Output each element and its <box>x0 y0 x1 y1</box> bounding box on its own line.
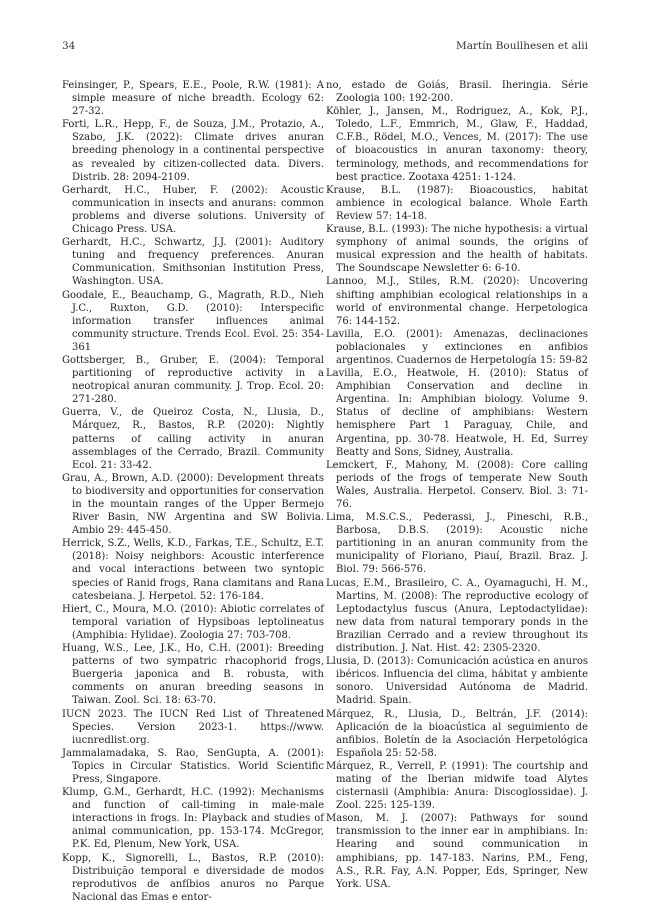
reference-entry: Lavilla, E.O. (2001): Amenazas, declinaciones poblacionales y extinciones en anfibios argentinos. Cuadernos de Herpetología 15: 59-82 <box>326 328 588 366</box>
reference-entry: Feinsinger, P., Spears, E.E., Poole, R.W. (1981): A simple measure of niche breadth. Ecology 62: 27-32. <box>62 80 324 118</box>
page-number: 34 <box>62 40 76 52</box>
reference-entry: Krause, B.L. (1993): The niche hypothesis: a virtual symphony of animal sounds, the origins of musical expression and the health of habitats. The Soundscape Newsletter 6: 6-10. <box>326 224 588 275</box>
reference-entry: Guerra, V., de Queiroz Costa, N., Llusia, D., Márquez, R., Bastos, R.P. (2020): Nightly patterns of calling activity in anuran assemblages of the Cerrado, Brazil. Community Ecol. 21: 33-42. <box>62 407 324 471</box>
reference-entry: Gottsberger, B., Gruber, E. (2004): Temporal partitioning of reproductive activity in a neotropical anuran community. J. Trop. Ecol. 20: 271-280. <box>62 354 324 406</box>
reference-entry: Márquez, R., Llusia, D., Beltrán, J.F. (2014): Aplicación de la bioacústica al seguimiento de anfibios. Boletín de la Asociación Herpetológica Española 25: 52-58. <box>326 708 588 759</box>
references-left-column <box>62 79 324 904</box>
reference-entry: Lannoo, M.J., Stiles, R.M. (2020): Uncovering shifting amphibian ecological relationships in a world of environmental change. Herpetologica 76: 144-152. <box>326 276 588 327</box>
reference-entry: Gerhardt, H.C., Huber, F. (2002): Acoustic communication in insects and anurans: common problems and diverse solutions. University of Chicago Press. USA. <box>62 184 324 236</box>
reference-entry: Kopp, K., Signorelli, L., Bastos, R.P. (2010): Distribuição temporal e diversidade de modos reprodutivos de anfíbios anuros no Parque Nacional das Emas e entor- <box>62 852 324 903</box>
reference-entry: no, estado de Goiás, Brasil. Iheringia. Série Zoologia 100: 192-200. <box>326 80 588 105</box>
reference-entry: Lemckert, F., Mahony, M. (2008): Core calling periods of the frogs of temperate New South Wales, Australia. Herpetol. Conserv. Biol. 3: 71-76. <box>326 459 588 510</box>
reference-entry: Lavilla, E.O., Heatwole, H. (2010): Status of Amphibian Conservation and decline in Argentina. In: Amphibian biology. Volume 9. Status of decline of amphibians: Western hemisphere Part 1 Paraguay, Chile, and Argentina, pp. 30-78. Heatwole, H. Ed, Surrey Beatty and Sons, Sidney, Australia. <box>326 368 588 458</box>
reference-entry: Goodale, E., Beauchamp, G., Magrath, R.D., Nieh J.C., Ruxton, G.D. (2010): Interspecific information transfer influences animal community structure. Trends Ecol. Evol. 25: 354-361 <box>62 289 324 353</box>
reference-entry: Grau, A., Brown, A.D. (2000): Development threats to biodiversity and opportunities for conservation in the mountain ranges of the Upper Bermejo River Basin, NW Argentina and SW Bolivia. Ambio 29: 445-450. <box>62 472 324 537</box>
reference-entry: Hiert, C., Moura, M.O. (2010): Abiotic correlates of temporal variation of Hypsiboas leptolineatus (Amphibia: Hylidae). Zoologia 27: 703-708. <box>62 603 324 641</box>
reference-entry: Forti, L.R., Hepp, F., de Souza, J.M., Protazio, A., Szabo, J.K. (2022): Climate drives anuran breeding phenology in a continental perspective as revealed by citizen-collected data. Divers. Distrib. 28: 2094-2109. <box>62 119 324 183</box>
reference-entry: Herrick, S.Z., Wells, K.D., Farkas, T.E., Schultz, E.T. (2018): Noisy neighbors: Acoustic interference and vocal interactions between two syntopic species of Ranid frogs, Rana clamitans and Rana catesbeiana. J. Herpetol. 52: 176-184. <box>62 538 324 602</box>
reference-entry: Krause, B.L. (1987): Bioacoustics, habitat ambience in ecological balance. Whole Earth Review 57: 14-18. <box>326 184 588 222</box>
reference-entry: Huang, W.S., Lee, J.K., Ho, C.H. (2001): Breeding patterns of two sympatric rhacophorid frogs, Buergeria japonica and B. robusta, with comments on anuran breeding seasons in Taiwan. Zool. Sci. 18: 63-70. <box>62 643 324 707</box>
running-header <box>62 40 588 56</box>
reference-entry: Mason, M. J. (2007): Pathways for sound transmission to the inner ear in amphibians. In: Hearing and sound communication in amphibians, pp. 147-183. Narins, P.M., Feng, A.S., R.R. Fay, A.N. Popper, Eds, Springer, New York. USA. <box>326 813 588 890</box>
reference-entry: Llusia, D. (2013): Comunicación acústica en anuros ibéricos. Influencia del clima, hábitat y ambiente sonoro. Universidad Autónoma de Madrid. Madrid. Spain. <box>326 656 588 707</box>
reference-entry: Gerhardt, H.C., Schwartz, J.J. (2001): Auditory tuning and frequency preferences. Anuran Communication. Smithsonian Institution Press, Washington. USA. <box>62 237 324 288</box>
reference-entry: Jammalamadaka, S. Rao, SenGupta, A. (2001): Topics in Circular Statistics. World Scientific Press, Singapore. <box>62 747 324 785</box>
reference-entry: Lima, M.S.C.S., Pederassi, J., Pineschi, R.B., Barbosa, D.B.S. (2019): Acoustic niche partitioning in an anuran community from the municipality of Floriano, Piauí, Brazil. Braz. J. Biol. 79: 566-576. <box>326 512 588 576</box>
reference-entry: Lucas, E.M., Brasileiro, C. A., Oyamaguchi, H. M., Martins, M. (2008): The reproductive ecology of Leptodactylus fuscus (Anura, Leptodactylidae): new data from natural temporary ponds in the Brazilian Cerrado and a review throughout its distribution. J. Nat. Hist. 42: 2305-2320. <box>326 577 588 655</box>
reference-entry: Klump, G.M., Gerhardt, H.C. (1992): Mechanisms and function of call-timing in male-male interactions in frogs. In: Playback and studies of animal communication, pp. 153-174. McGregor, P.K. Ed, Plenum, New York, USA. <box>62 787 324 851</box>
reference-entry: Márquez, R., Verrell, P. (1991): The courtship and mating of the Iberian midwife toad Alytes cisternasii (Amphibia: Anura: Discoglossidae). J. Zool. 225: 125-139. <box>326 760 588 812</box>
running-author: Martín Boullhesen et alii <box>455 40 588 52</box>
references-right-column <box>326 79 588 891</box>
reference-entry: IUCN 2023. The IUCN Red List of Threatened Species. Version 2023-1. https://www. iucnredlist.org. <box>62 708 324 746</box>
reference-entry: Köhler, J., Jansen, M., Rodriguez, A., Kok, P.J., Toledo, L.F., Emmrich, M., Glaw, F., Haddad, C.F.B., Rödel, M.O., Vences, M. (2017): The use of bioacoustics in anuran taxonomy: theory, terminology, methods, and recommendations for best practice. Zootaxa 4251: 1-124. <box>326 106 588 183</box>
